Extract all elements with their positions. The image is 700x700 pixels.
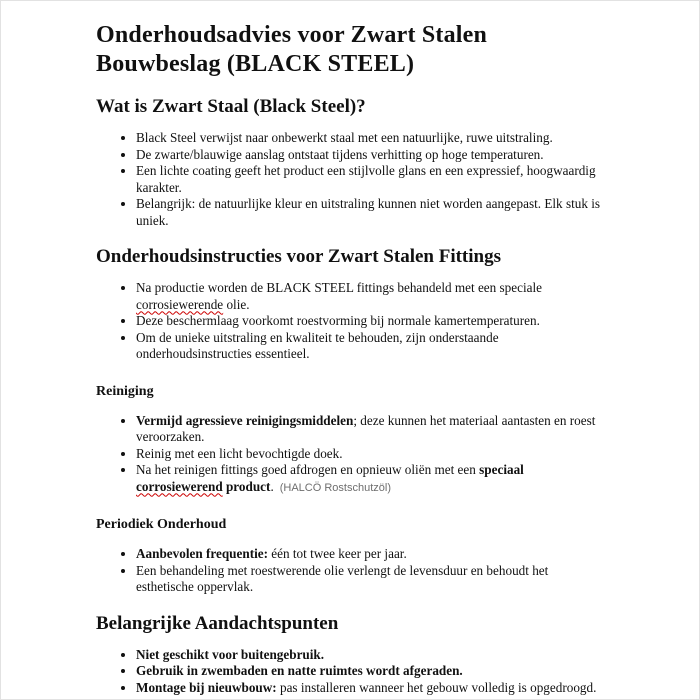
section-periodic-maintenance: [96, 516, 604, 596]
bullet-list: [96, 130, 604, 229]
bullet-list: [96, 546, 604, 596]
list-item: [136, 663, 604, 680]
bullet-list: [96, 280, 604, 363]
bullet-list: [96, 413, 604, 497]
section-heading: Onderhoudsinstructies voor Zwart Stalen Fittings: [96, 246, 502, 267]
text-segment: De zwarte/blauwige aanslag ontstaat tijdens verhitting op hoge temperaturen.: [136, 146, 544, 162]
section-important-notes: [96, 612, 604, 697]
text-segment: .: [270, 478, 274, 494]
text-segment: Black Steel verwijst naar onbewerkt staal met een natuurlijke, ruwe uitstraling.: [136, 130, 553, 145]
list-item: [136, 563, 604, 596]
text-segment: Reinig met een licht bevochtigde doek.: [136, 445, 343, 461]
text-segment: Na het reinigen fittings goed afdrogen en opnieuw oliën met een: [136, 462, 480, 477]
text-segment: product: [222, 478, 271, 494]
section-maintenance-instructions: [96, 245, 604, 363]
text-segment: speciaal: [479, 462, 524, 477]
section-heading: Belangrijke Aandachtspunten: [96, 612, 339, 634]
list-item: [136, 130, 604, 147]
section-what-is-black-steel: [96, 95, 604, 229]
spellcheck-flagged-text: corrosiewerend: [136, 478, 223, 494]
document-title: Onderhoudsadvies voor Zwart Stalen Bouwbeslag (BLACK STEEL): [96, 22, 488, 77]
list-item: [136, 280, 604, 313]
text-segment: Belangrijk: de natuurlijke kleur en uitstraling kunnen niet worden aangepast. Elk stuk is uniek.: [136, 196, 601, 228]
section-heading: Wat is Zwart Staal (Black Steel)?: [96, 96, 366, 117]
text-segment: Om de unieke uitstraling en kwaliteit te behouden, zijn onderstaande onderhoudsinstructies essentieel.: [136, 329, 499, 361]
document-body: [1, 1, 699, 699]
text-segment: Een lichte coating geeft het product een stijlvolle glans en een expressief, hoogwaardig karakter.: [136, 163, 596, 195]
list-item: [136, 330, 604, 363]
list-item: [136, 147, 604, 164]
text-segment: Vermijd agressieve reinigingsmiddelen: [136, 412, 354, 428]
subsection-heading: Periodiek Onderhoud: [96, 517, 227, 532]
text-segment: pas installeren wanneer het gebouw volledig is opgedroogd.: [276, 679, 597, 695]
text-segment: Een behandeling met roestwerende olie verlengt de levensduur en behoudt het esthetische oppervlak.: [136, 562, 549, 594]
list-item: [136, 546, 604, 563]
text-segment: Gebruik in zwembaden en natte ruimtes wordt afgeraden.: [136, 663, 463, 678]
section-cleaning: [96, 383, 604, 497]
text-segment: één tot twee keer per jaar.: [268, 546, 407, 561]
text-segment: Na productie worden de BLACK STEEL fittings behandeld met een speciale: [136, 280, 543, 295]
subsection-heading: Reiniging: [96, 383, 154, 399]
list-item: [136, 413, 604, 446]
list-item: [136, 313, 604, 330]
note-text: (HALCÖ Rostschutzöl): [279, 481, 391, 494]
text-segment: ; deze kunnen het materiaal aantasten en roest veroorzaken.: [136, 412, 596, 444]
list-item: [136, 647, 604, 664]
list-item: [136, 196, 604, 229]
text-segment: Deze beschermlaag voorkomt roestvorming bij normale kamertemperaturen.: [136, 313, 540, 328]
text-segment: olie.: [223, 296, 250, 312]
spellcheck-flagged-text: corrosiewerende: [136, 296, 224, 312]
text-segment: Aanbevolen frequentie:: [136, 546, 268, 561]
bullet-list: [96, 647, 604, 697]
text-segment: Montage bij nieuwbouw:: [136, 679, 277, 695]
text-segment: Niet geschikt voor buitengebruik.: [136, 646, 325, 662]
list-item: [136, 462, 604, 496]
list-item: [136, 163, 604, 196]
list-item: [136, 446, 604, 463]
list-item: [136, 680, 604, 697]
